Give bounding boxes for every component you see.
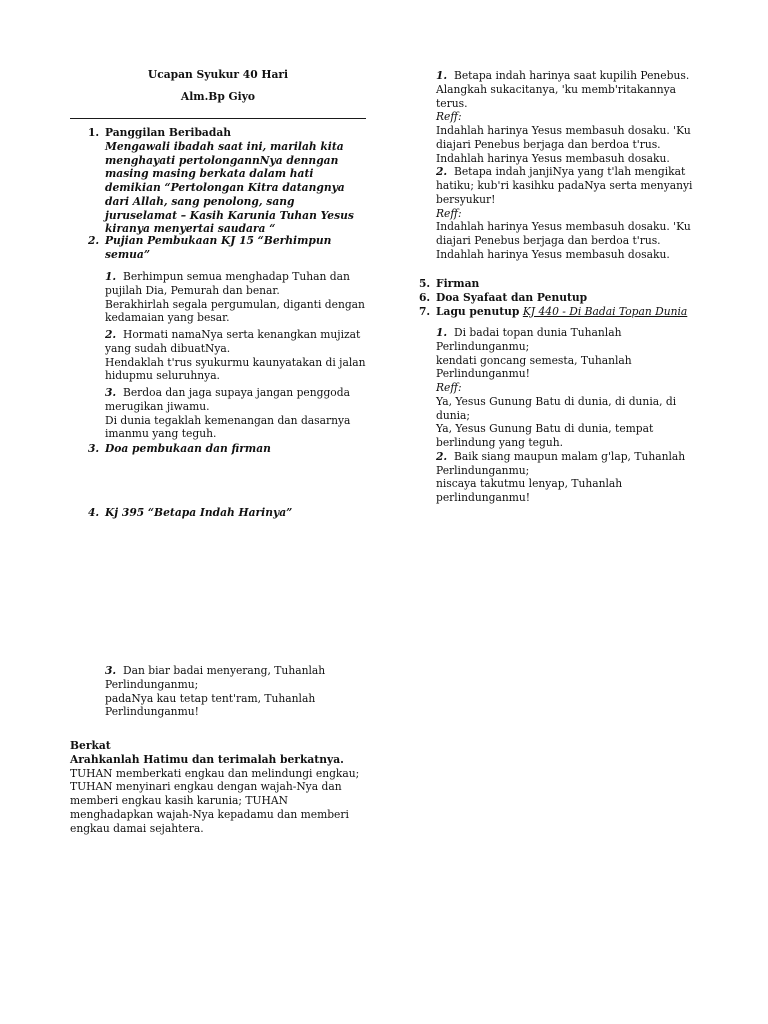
title-divider	[70, 118, 366, 119]
order-item-text-line: juruselamat – Kasih Karunia Tuhan Yesus	[105, 208, 354, 222]
order-item-label: Doa pembukaan dan firman	[105, 442, 271, 455]
song-kj395-lyrics	[436, 69, 692, 262]
verse-number: 1.	[436, 326, 448, 339]
verse-line: pujilah Dia, Pemurah dan benar.	[105, 283, 280, 297]
refrain-line: berlindung yang teguh.	[436, 436, 563, 449]
order-items-5-7	[419, 277, 687, 318]
blessing-section	[70, 739, 359, 835]
verse-text: Betapa indah janjiNya yang t'lah mengikat	[454, 165, 686, 179]
verse-line: Perlindunganmu;	[436, 339, 530, 353]
order-item-7	[419, 305, 687, 319]
verse-line: Di dunia tegaklah kemenangan dan dasarnya	[105, 413, 351, 427]
refrain-line: Indahlah harinya Yesus membasuh dosaku. 'Ku	[436, 124, 691, 137]
order-item-number: 5.	[419, 277, 431, 290]
verse-number: 1.	[105, 270, 117, 283]
order-item-number: 1.	[88, 126, 100, 139]
closing-song-title: KJ 440 - Di Badai Topan Dunia	[522, 304, 688, 318]
song-kj15-lyrics	[105, 270, 366, 441]
verse-text: Baik siang maupun malam g'lap, Tuhanlah	[454, 449, 686, 463]
order-item-label: Pujian Pembukaan KJ 15 “Berhimpun	[105, 234, 332, 247]
verse-number: 2.	[436, 165, 448, 179]
refrain-line: Ya, Yesus Gunung Batu di dunia, tempat	[436, 422, 654, 436]
verse	[105, 386, 366, 441]
refrain-line: Indahlah harinya Yesus membasuh dosaku. 'Ku	[436, 220, 691, 234]
blessing-heading: Berkat	[70, 739, 111, 752]
blessing-line: engkau damai sejahtera.	[70, 821, 204, 835]
verse-line: Perlindunganmu!	[436, 367, 530, 381]
verse-line: merugikan jiwamu.	[105, 399, 210, 413]
verse-number: 3.	[105, 386, 117, 399]
order-item-6	[419, 291, 687, 305]
verse-line: padaNya kau tetap tent'ram, Tuhanlah	[105, 691, 316, 705]
order-item-label: Firman	[436, 277, 480, 290]
order-item-1	[88, 126, 354, 236]
order-item-label: Kj 395 “Betapa Indah Harinya”	[105, 506, 293, 519]
verse-line	[105, 328, 366, 342]
document-title: Ucapan Syukur 40 Hari	[147, 68, 289, 81]
order-item-4	[88, 506, 292, 520]
verse-line	[436, 165, 692, 179]
document-subtitle: Alm.Bp Giyo	[180, 90, 256, 103]
order-item-number: 2.	[88, 234, 100, 247]
order-item-number: 3.	[88, 442, 100, 455]
verse-number: 2.	[105, 328, 117, 341]
refrain-line: Indahlah harinya Yesus membasuh dosaku.	[436, 151, 670, 165]
verse-line	[436, 450, 685, 464]
order-item-5	[419, 277, 687, 291]
verse-line: terus.	[436, 96, 468, 110]
verse-line: Perlindunganmu;	[105, 677, 199, 691]
order-item-label: Lagu penutup	[436, 304, 520, 318]
verse	[105, 270, 366, 325]
verse-line: hatiku; kub'ri kasihku padaNya serta menyanyi	[436, 179, 693, 192]
verse-line: Hendaklah t'rus syukurmu kaunyatakan di jalan	[105, 355, 366, 369]
order-item-content	[436, 305, 687, 319]
order-item-content	[105, 126, 354, 236]
blessing-line: memberi engkau kasih karunia; TUHAN	[70, 794, 288, 807]
verse-line: Perlindunganmu!	[105, 705, 199, 719]
verse-line: Berakhirlah segala pergumulan, diganti dengan	[105, 297, 365, 311]
verse-text: Hormati namaNya serta kenangkan mujizat	[123, 328, 361, 341]
verse-text: Betapa indah harinya saat kupilih Penebus.	[454, 69, 690, 82]
order-item-text-line: masing masing berkata dalam hati	[105, 167, 314, 181]
order-item-3	[88, 442, 271, 456]
verse-text: Dan biar badai menyerang, Tuhanlah	[123, 664, 326, 677]
refrain-label: Reff:	[436, 381, 462, 394]
blessing-line: menghadapkan wajah-Nya kepadamu dan memberi	[70, 807, 349, 821]
verse-text: Di badai topan dunia Tuhanlah	[454, 326, 622, 339]
verse-text: Berdoa dan jaga supaya jangan penggoda	[123, 386, 350, 399]
order-item-number: 4.	[88, 506, 100, 519]
verse-line: niscaya takutmu lenyap, Tuhanlah	[436, 477, 623, 491]
order-item-label-continued: semua”	[105, 247, 150, 261]
verse-line: Alangkah sukacitanya, 'ku memb'ritakannya	[436, 82, 677, 96]
refrain-label: Reff:	[436, 206, 462, 220]
refrain-label: Reff:	[436, 110, 462, 124]
verse-line	[436, 69, 692, 83]
verse-line	[105, 386, 366, 400]
verse-line: bersyukur!	[436, 192, 496, 206]
order-item-text-line: menghayati pertolongannNya denngan	[105, 153, 339, 167]
order-item-content	[105, 234, 331, 262]
order-item-number: 6.	[419, 290, 431, 304]
blessing-instruction: Arahkanlah Hatimu dan terimalah berkatnya.	[70, 752, 344, 766]
order-item-text-line: kiranya menyertai saudara “	[105, 222, 276, 236]
verse-line: kendati goncang semesta, Tuhanlah	[436, 353, 632, 367]
refrain-line: dunia;	[436, 408, 470, 422]
verse-number: 2.	[436, 449, 448, 463]
verse-line	[436, 326, 685, 340]
verse	[105, 328, 366, 383]
blessing-line: TUHAN menyinari engkau dengan wajah-Nya dan	[70, 780, 342, 794]
refrain-line: diajari Penebus berjaga dan berdoa t'rus.	[436, 137, 661, 151]
order-item-text-line: dari Allah, sang penolong, sang	[105, 194, 295, 208]
refrain-line: Indahlah harinya Yesus membasuh dosaku.	[436, 247, 670, 261]
order-item-2	[88, 234, 331, 262]
order-item-text-line: Mengawali ibadah saat ini, marilah kita	[105, 139, 344, 153]
verse-line: imanmu yang teguh.	[105, 427, 217, 441]
verse-number: 1.	[436, 69, 448, 82]
verse-line: hidupmu seluruhnya.	[105, 369, 220, 383]
song-kj440-verse-3	[105, 664, 325, 719]
refrain-line: Ya, Yesus Gunung Batu di dunia, di dunia, di	[436, 394, 677, 408]
order-item-label: Panggilan Beribadah	[105, 126, 232, 139]
verse-line: yang sudah dibuatNya.	[105, 341, 231, 355]
verse-text: Berhimpun semua menghadap Tuhan dan	[123, 270, 350, 283]
order-item-label: Doa Syafaat dan Penutup	[436, 290, 588, 304]
song-kj440-lyrics	[436, 326, 685, 505]
order-item-number: 7.	[419, 304, 431, 318]
verse-line: kedamaian yang besar.	[105, 311, 230, 325]
verse-line	[105, 664, 325, 678]
blessing-line: TUHAN memberkati engkau dan melindungi engkau;	[70, 766, 360, 780]
refrain-line: diajari Penebus berjaga dan berdoa t'rus.	[436, 234, 661, 247]
verse-line: Perlindunganmu;	[436, 463, 530, 477]
verse-number: 3.	[105, 664, 117, 677]
order-item-text-line: demikian “Pertolongan Kitra datangnya	[105, 181, 345, 194]
verse-line	[105, 270, 366, 284]
verse-line: perlindunganmu!	[436, 491, 531, 504]
